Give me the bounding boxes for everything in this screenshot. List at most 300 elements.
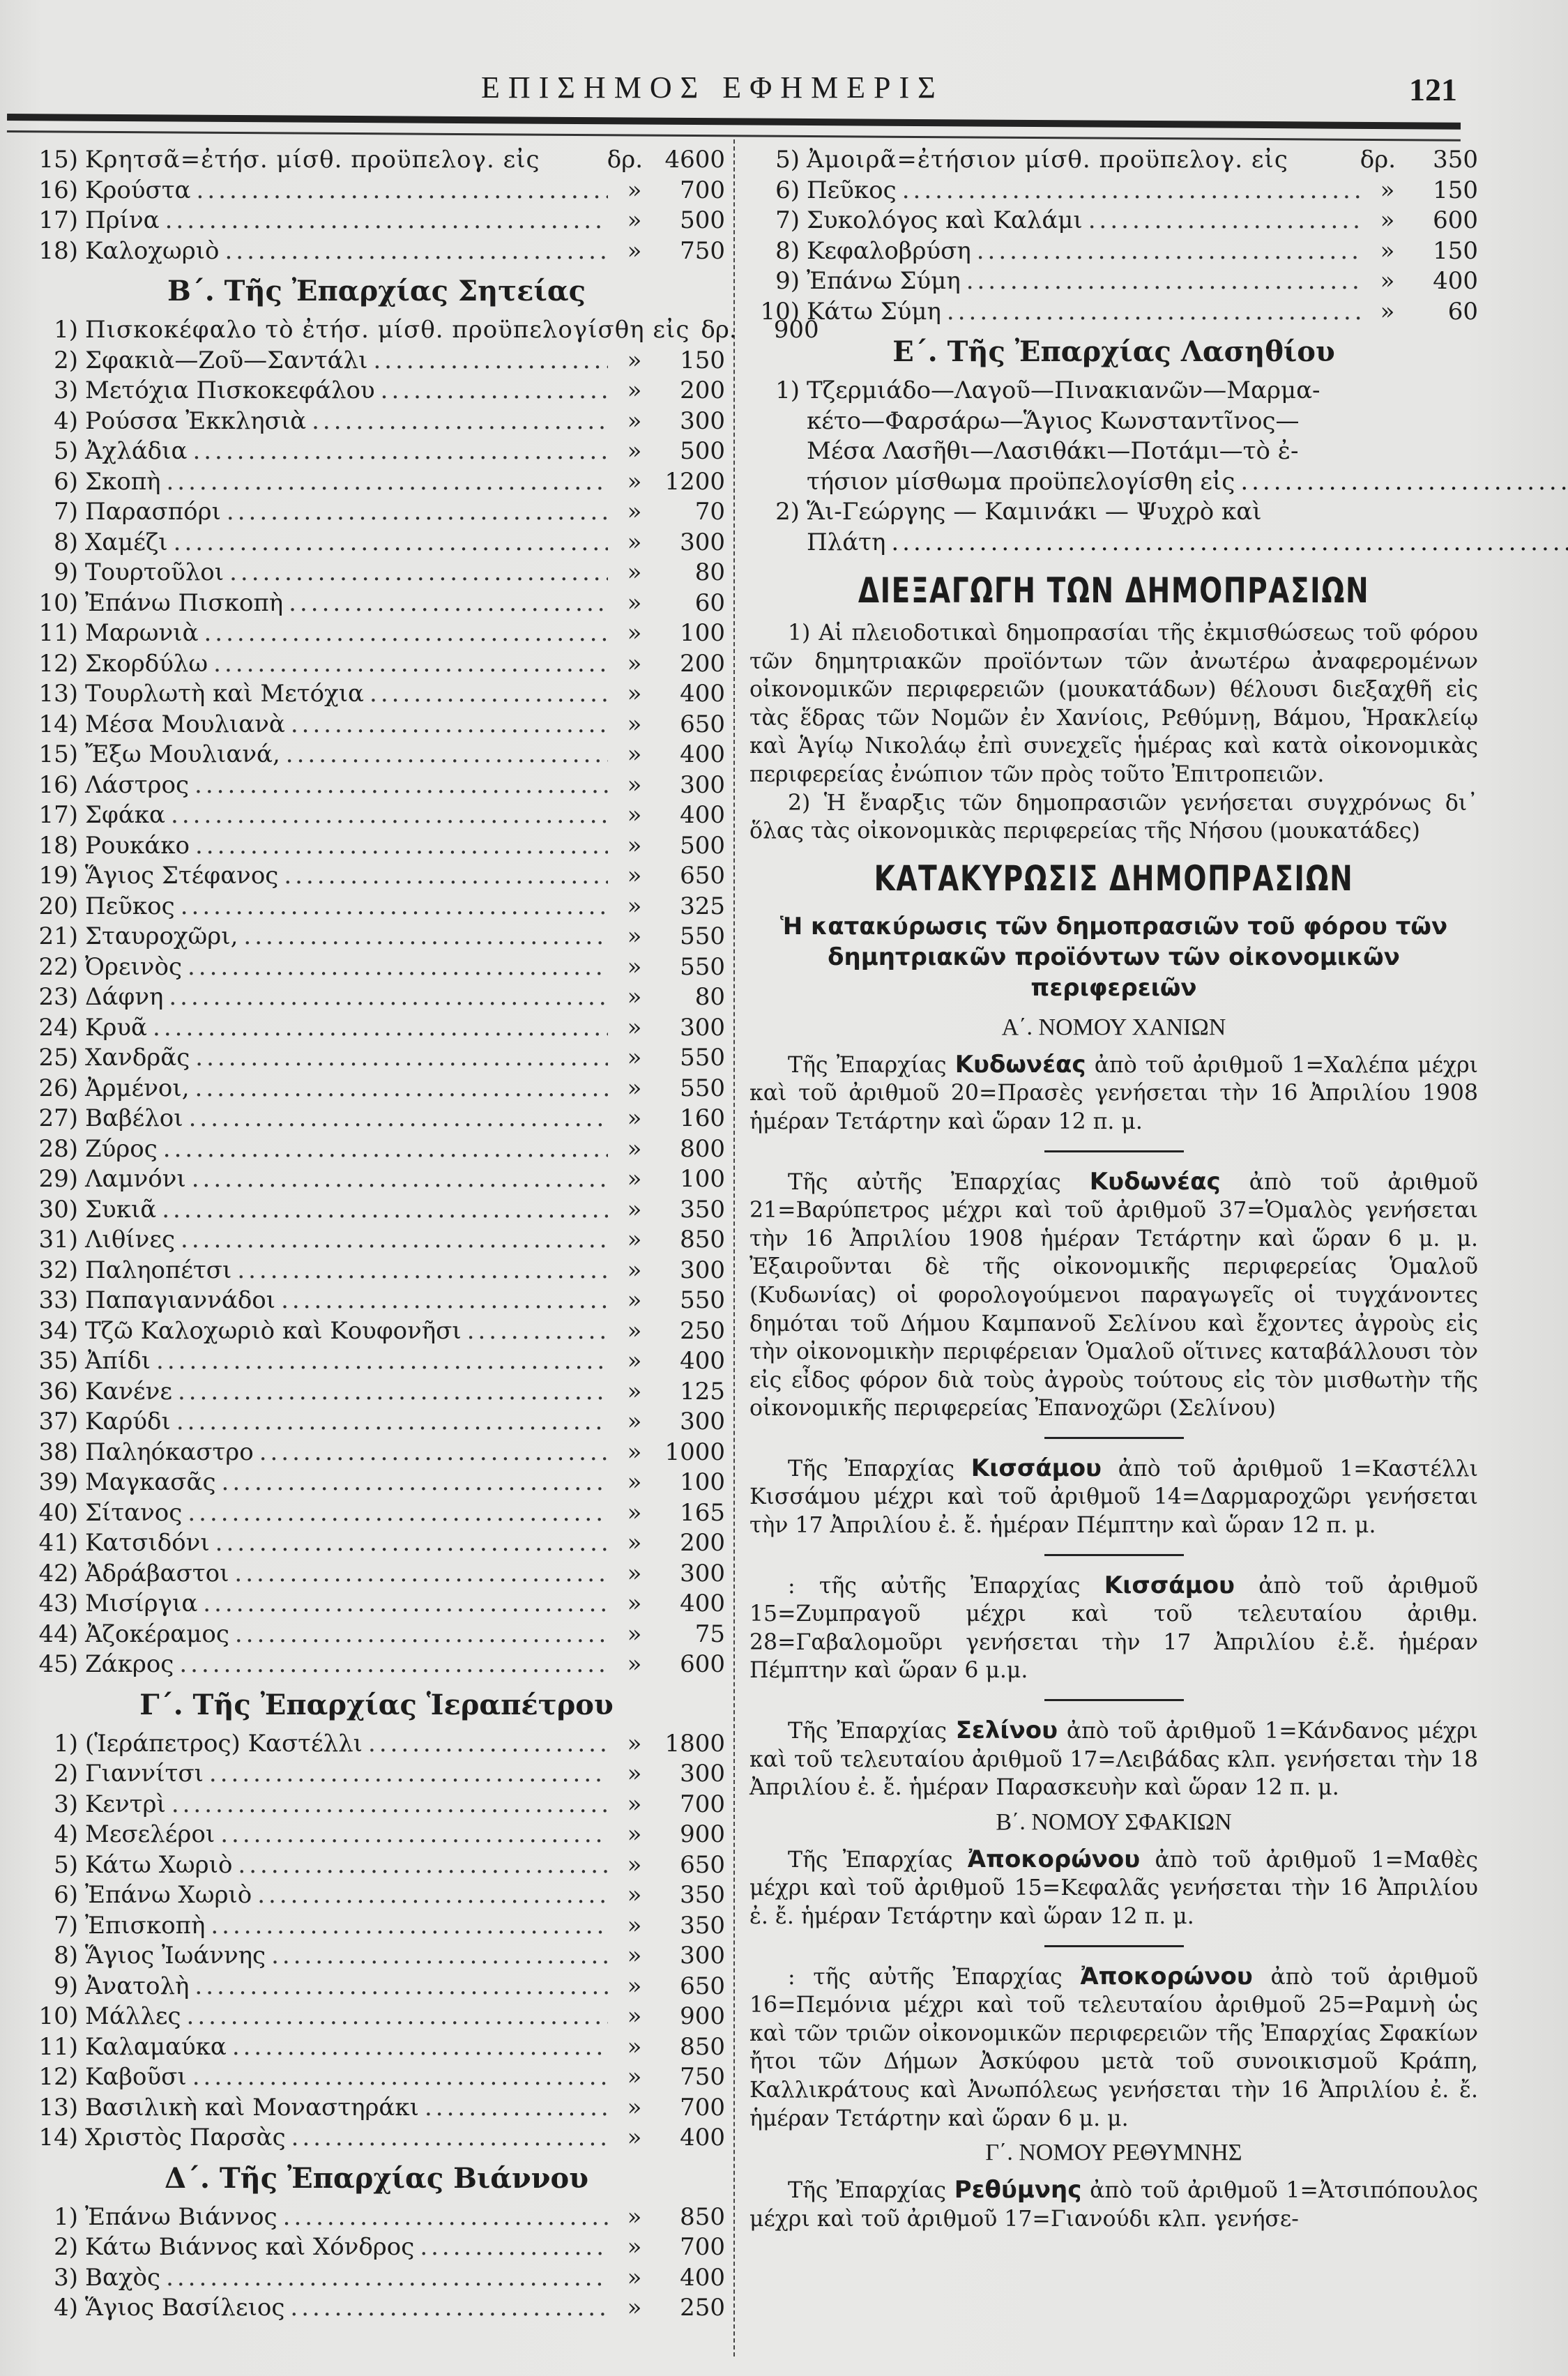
dot-leader <box>187 2002 608 2032</box>
dot-leader <box>220 1820 608 1850</box>
place-name: Ἐπισκοπὴ <box>85 1911 206 1940</box>
dot-leader <box>188 1498 608 1529</box>
list-item <box>28 1880 725 1911</box>
ditto-mark: » <box>1380 236 1395 265</box>
ditto-mark: » <box>627 1408 642 1436</box>
para-text: ἀπὸ τοῦ ἀριθμοῦ 15=Ζυμπραγοῦ μέχρι καὶ τοῦ τελευταίου ἀριθμ. 28=Γαβαλομοῦρι γενήσεται τὴν 17 Ἀπριλίου ἐ.ἔ. ἡμέραν Πέμπτην καὶ ὥραν 6 μ.μ. <box>749 1573 1478 1684</box>
item-number: 5) <box>54 437 78 465</box>
dot-leader <box>188 952 608 983</box>
amount-drachmas: 800 <box>680 1134 725 1163</box>
section-viannos-tail-list <box>749 145 1478 327</box>
dot-leader <box>291 710 608 740</box>
list-item <box>28 982 725 1013</box>
item-number: 25) <box>38 1044 78 1072</box>
adjudication-paragraph <box>749 1716 1478 1802</box>
dot-leader <box>238 1850 608 1881</box>
amount-drachmas: 900 <box>680 1820 725 1848</box>
list-item <box>28 1407 725 1438</box>
item-number: 22) <box>38 952 78 981</box>
amount-drachmas: 150 <box>1433 176 1478 204</box>
amount-drachmas: 400 <box>680 2124 725 2152</box>
ditto-mark: » <box>627 1347 642 1375</box>
dot-leader <box>271 1941 608 1972</box>
amount-drachmas: 400 <box>680 1347 725 1375</box>
para-text: Τῆς Ἐπαρχίας <box>788 1847 968 1873</box>
place-name: Μισίργια <box>85 1590 198 1617</box>
dot-leader <box>178 1377 608 1408</box>
list-item <box>749 236 1478 267</box>
dot-leader <box>222 1468 608 1498</box>
list-item <box>28 1043 725 1074</box>
list-item <box>28 436 725 467</box>
dot-leader <box>197 176 608 206</box>
item-tail-line <box>807 467 1568 498</box>
place-name: Βασιλικὴ καὶ Μοναστηράκι <box>85 2093 419 2122</box>
place-name: Κανένε <box>85 1377 172 1406</box>
ditto-mark: » <box>627 2233 642 2261</box>
item-number: 36) <box>38 1377 78 1406</box>
place-name: Λαμνόνι <box>85 1165 186 1193</box>
list-item <box>28 2093 725 2124</box>
list-item <box>28 2202 725 2233</box>
dot-leader <box>171 800 608 831</box>
list-item <box>28 1620 725 1650</box>
section-siteia-list <box>28 315 819 1680</box>
place-name: Πεῦκος <box>85 892 175 920</box>
ditto-mark: » <box>627 1226 642 1254</box>
dot-leader <box>237 1256 608 1286</box>
amount-drachmas: 75 <box>694 1620 725 1648</box>
dot-leader <box>153 1013 608 1044</box>
place-name: Παπαγιαννάδοι <box>85 1286 276 1314</box>
province-name: Σελίνου <box>955 1716 1058 1745</box>
item-number: 10) <box>38 2002 78 2030</box>
item-number: 5) <box>54 1850 78 1879</box>
dot-leader <box>225 236 609 267</box>
ditto-mark: » <box>627 558 642 586</box>
list-item <box>28 1911 725 1942</box>
conduct-paragraph-2: 2) Ἡ ἔναρξις τῶν δημοπρασιῶν γενήσεται συγχρόνως δι᾽ ὅλας τὰς οἰκονομικὰς περιφερείας τῆς Νήσου (μουκατάδες) <box>749 790 1478 844</box>
ditto-mark: » <box>627 346 642 374</box>
item-number: 37) <box>38 1408 78 1436</box>
amount-drachmas: 650 <box>680 862 725 890</box>
amount-drachmas: 1000 <box>664 1438 725 1466</box>
amount-drachmas: 300 <box>680 528 725 556</box>
list-item <box>28 1195 725 1226</box>
place-name: Μέσα Μουλιανὰ <box>85 710 285 738</box>
dot-leader <box>232 2032 608 2063</box>
place-name: Ρουκάκο <box>85 831 190 860</box>
ditto-mark: » <box>627 2263 642 2292</box>
ditto-mark: » <box>627 2294 642 2322</box>
amount-drachmas: 500 <box>680 206 725 234</box>
section-lasithi-list <box>749 376 1478 558</box>
dot-leader <box>281 1286 608 1316</box>
amount-drachmas: 200 <box>680 1529 725 1557</box>
ditto-mark: » <box>627 528 642 556</box>
amount-drachmas: 100 <box>680 1468 725 1496</box>
section-heading-lasithi: Ε΄. Τῆς Ἐπαρχίας Λασηθίου <box>892 335 1335 368</box>
amount-drachmas: 600 <box>680 1650 725 1678</box>
ditto-mark: » <box>627 1620 642 1648</box>
amount-drachmas: 850 <box>680 2032 725 2061</box>
ditto-mark: » <box>627 406 642 435</box>
ditto-mark: » <box>627 862 642 890</box>
place-name: Κάτω Σύμη <box>807 297 941 326</box>
place-name: Μαγκασᾶς <box>85 1468 216 1496</box>
list-item <box>28 1316 725 1347</box>
place-name: Χανδρᾶς <box>85 1044 190 1072</box>
item-number: 2) <box>54 2233 78 2261</box>
place-name: Ἔξω Μουλιανά, <box>85 740 280 768</box>
item-number: 27) <box>38 1104 78 1132</box>
list-item <box>28 892 725 922</box>
list-item <box>28 2263 725 2294</box>
place-name: Χαμέζι <box>85 528 168 556</box>
item-number: 18) <box>38 831 78 860</box>
item-number: 24) <box>38 1013 78 1042</box>
place-name: Ἅγιος Βασίλειος <box>85 2294 285 2322</box>
place-name: Μεσελέροι <box>85 1820 215 1848</box>
ditto-mark: » <box>627 680 642 708</box>
place-name: Κρυᾶ <box>85 1013 148 1042</box>
ditto-mark: » <box>627 1195 642 1224</box>
ditto-mark: » <box>627 1256 642 1284</box>
amount-drachmas: 900 <box>773 316 819 344</box>
item-number: 29) <box>38 1165 78 1193</box>
item-number: 2) <box>54 1760 78 1788</box>
separator-rule <box>1044 1945 1184 1947</box>
list-item <box>28 1468 725 1498</box>
place-name: Πλάτη <box>807 528 886 556</box>
dot-leader <box>181 1225 608 1256</box>
dot-leader <box>172 1790 608 1820</box>
separator-rule <box>1044 1150 1184 1152</box>
ditto-mark: » <box>1380 297 1395 326</box>
amount-drachmas: 400 <box>680 1590 725 1617</box>
place-name: Πεῦκος <box>807 176 897 204</box>
place-name: Ἀμοιρᾶ=ἐτήσιον μίσθ. προϋπελογ. εἰς <box>807 146 1288 174</box>
ditto-mark: » <box>1380 176 1395 204</box>
section-heading-siteia: Β΄. Τῆς Ἐπαρχίας Σητείας <box>167 275 586 307</box>
section-viannos-list <box>28 2202 725 2324</box>
item-number: 8) <box>54 528 78 556</box>
dot-leader <box>166 467 608 498</box>
ditto-mark: » <box>627 236 642 265</box>
dot-leader <box>192 436 608 467</box>
place-name: Παληόκαστρο <box>85 1438 254 1466</box>
ditto-mark: » <box>627 1650 642 1678</box>
place-name: Λιθίνες <box>85 1226 176 1254</box>
section-heading-viannos: Δ΄. Τῆς Ἐπαρχίας Βιάννου <box>165 2161 588 2195</box>
ditto-mark: » <box>627 1911 642 1940</box>
list-item <box>28 800 725 831</box>
province-name: Κισσάμου <box>971 1454 1102 1482</box>
list-item <box>28 467 725 498</box>
dot-leader <box>192 2062 608 2093</box>
separator-rule <box>1044 1437 1184 1439</box>
ditto-mark: » <box>627 206 642 234</box>
adjudication-paragraph <box>749 1168 1478 1423</box>
item-number: 23) <box>38 983 78 1011</box>
para-text: Τῆς Ἐπαρχίας <box>788 2178 954 2204</box>
ditto-mark: » <box>627 1729 642 1758</box>
list-item <box>28 1498 725 1529</box>
list-item <box>28 1164 725 1195</box>
place-name: Καρύδι <box>85 1408 171 1436</box>
amount-drachmas: 700 <box>680 1790 725 1818</box>
place-name: Ἀπίδι <box>85 1347 151 1375</box>
dot-leader <box>1088 206 1361 236</box>
item-number: 1) <box>775 376 800 404</box>
dot-leader <box>259 1438 608 1468</box>
ditto-mark: » <box>627 1590 642 1617</box>
place-names-line: Μέσα Λασῆθι—Λασιθάκι—Ποτάμι—τὸ ἐ- <box>807 437 1299 465</box>
place-name: Σκοπὴ <box>85 467 161 496</box>
list-item <box>28 1104 725 1134</box>
list-item <box>28 2062 725 2093</box>
ditto-mark: » <box>1380 267 1395 295</box>
item-number: 15) <box>38 146 78 174</box>
place-name: Κάτω Βιάννος καὶ Χόνδρος <box>85 2233 415 2261</box>
list-item <box>28 315 819 346</box>
dot-leader <box>215 1528 608 1559</box>
list-item <box>749 297 1478 328</box>
ditto-mark: » <box>627 1559 642 1587</box>
list-item <box>28 831 725 862</box>
ditto-mark: » <box>627 831 642 860</box>
list-item <box>28 1972 725 2002</box>
item-number: 16) <box>38 176 78 204</box>
dot-leader <box>162 1195 608 1226</box>
list-item <box>28 1225 725 1256</box>
dot-leader <box>204 618 608 649</box>
item-number: 8) <box>775 236 800 265</box>
separator-rule <box>1044 1699 1184 1701</box>
para-text: Τῆς αὐτῆς Ἐπαρχίας <box>788 1169 1090 1195</box>
section-heading-ierapetra: Γ΄. Τῆς Ἐπαρχίας Ἱεραπέτρου <box>139 1688 614 1721</box>
item-number: 31) <box>38 1226 78 1254</box>
province-name: Ἀποκορώνου <box>1080 1962 1253 1990</box>
para-text: ἀπὸ τοῦ ἀριθμοῦ 1=Χαλέπα μέχρι καὶ τοῦ ἀριθμοῦ 20=Πρασὲς γενήσεται τὴν 16 Ἀπριλίου 1908 ἡμέραν Τετάρτην καὶ ὥραν 12 π. μ. <box>749 1052 1478 1134</box>
place-name: Ρούσσα Ἐκκλησιὰ <box>85 406 307 435</box>
item-number: 7) <box>775 206 800 234</box>
para-text: Τῆς Ἐπαρχίας <box>788 1719 956 1744</box>
dot-leader <box>195 1043 608 1074</box>
para-text: Τῆς Ἐπαρχίας <box>788 1052 955 1078</box>
dot-leader <box>189 1104 608 1134</box>
amount-drachmas: 200 <box>680 649 725 678</box>
item-number: 43) <box>38 1590 78 1617</box>
dot-leader <box>284 861 608 892</box>
list-item <box>28 710 725 740</box>
item-number: 11) <box>38 2032 78 2061</box>
list-item <box>28 1820 725 1850</box>
place-name: Τουρλωτὴ καὶ Μετόχια <box>85 680 365 708</box>
place-name: Σταυροχῶρι, <box>85 922 238 950</box>
amount-drachmas: 60 <box>1447 297 1478 326</box>
list-item <box>28 206 725 236</box>
item-body <box>807 497 1568 558</box>
adjudication-heading: ΚΑΤΑΚΥΡΩΣΙΣ ΔΗΜΟΠΡΑΣΙΩΝ <box>874 858 1354 899</box>
list-item <box>28 1074 725 1104</box>
dot-leader <box>195 1972 608 2002</box>
ditto-mark: » <box>627 1790 642 1818</box>
ditto-mark: » <box>627 1760 642 1788</box>
item-body <box>807 376 1568 497</box>
item-number: 5) <box>775 146 800 174</box>
amount-drachmas: 400 <box>680 680 725 708</box>
list-item <box>749 497 1478 558</box>
item-number: 4) <box>54 406 78 435</box>
dot-leader <box>195 1074 608 1104</box>
amount-drachmas: 300 <box>680 406 725 435</box>
list-item <box>28 922 725 952</box>
dot-leader <box>163 1134 608 1165</box>
amount-drachmas: 300 <box>680 1013 725 1042</box>
item-number: 13) <box>38 680 78 708</box>
item-number: 7) <box>54 498 78 526</box>
item-number: 17) <box>38 801 78 829</box>
item-number: 10) <box>760 297 800 326</box>
dot-leader <box>290 2293 608 2324</box>
list-item <box>28 1941 725 1972</box>
amount-drachmas: 300 <box>680 1760 725 1788</box>
dot-leader <box>977 236 1361 267</box>
place-name: Καλαμαύκα <box>85 2032 227 2061</box>
dot-leader <box>156 1346 608 1377</box>
ditto-mark: » <box>627 1972 642 2000</box>
list-item <box>28 346 725 376</box>
dot-leader <box>312 406 608 437</box>
dot-leader <box>370 679 608 710</box>
dot-leader <box>213 649 608 680</box>
amount-drachmas: 160 <box>680 1104 725 1132</box>
ditto-mark: » <box>627 1468 642 1496</box>
amount-drachmas: 150 <box>680 346 725 374</box>
list-item <box>28 679 725 710</box>
list-item <box>28 952 725 983</box>
amount-drachmas: 750 <box>680 2063 725 2091</box>
dot-leader <box>203 1589 608 1620</box>
item-number: 3) <box>54 376 78 404</box>
item-number: 15) <box>38 740 78 768</box>
list-item <box>28 176 725 206</box>
dot-leader <box>368 1729 608 1760</box>
dot-leader <box>425 2093 608 2124</box>
adjudication-paragraph <box>749 2176 1478 2233</box>
amount-drachmas: 700 <box>680 2233 725 2261</box>
dot-leader <box>420 2232 608 2263</box>
item-number: 32) <box>38 1256 78 1284</box>
place-name: Συκολόγος καὶ Καλάμι <box>807 206 1083 234</box>
ditto-mark: » <box>627 770 642 799</box>
place-name: Βαβέλοι <box>85 1104 183 1132</box>
item-number: 14) <box>38 2124 78 2152</box>
list-item <box>28 2032 725 2063</box>
amount-drachmas: 300 <box>680 1408 725 1436</box>
list-item <box>28 1134 725 1165</box>
item-number: 1) <box>54 316 78 344</box>
place-name: Ἀχλάδια <box>85 437 188 465</box>
item-number: 6) <box>54 467 78 496</box>
ditto-mark: » <box>627 649 642 678</box>
amount-drachmas: 650 <box>680 1972 725 2000</box>
dot-leader <box>891 528 1568 558</box>
dot-leader <box>165 206 608 236</box>
place-name: Τζῶ Καλοχωριὸ καὶ Κουφονῆσι <box>85 1316 462 1345</box>
list-item <box>28 1013 725 1044</box>
list-item <box>28 1286 725 1316</box>
list-item <box>28 740 725 770</box>
place-name: Ἅγιος Ἰωάννης <box>85 1942 266 1970</box>
amount-drachmas: 1200 <box>664 467 725 496</box>
ditto-mark: » <box>627 1074 642 1102</box>
list-item <box>28 770 725 801</box>
item-number: 38) <box>38 1438 78 1466</box>
list-item <box>749 176 1478 206</box>
ditto-mark: » <box>627 376 642 404</box>
dot-leader <box>243 922 608 952</box>
para-text: ἀπὸ τοῦ ἀριθμοῦ 1=Κάνδανος μέχρι καὶ τοῦ τελευταίου ἀριθμοῦ 17=Λειβάδας κλπ. γενήσεται τὴν 18 Ἀπριλίου ἐ. ἔ. ἡμέραν Παρασκευὴν καὶ ὥραν 12 π. μ. <box>749 1719 1478 1801</box>
list-item <box>749 145 1478 176</box>
place-name: Μάλλες <box>85 2002 181 2030</box>
list-item <box>28 618 725 649</box>
currency-unit: δρ. <box>701 316 737 344</box>
place-name: Παρασπόρι <box>85 498 221 526</box>
item-number: 19) <box>38 862 78 890</box>
list-item <box>28 145 725 176</box>
list-item <box>749 376 1478 497</box>
amount-drachmas: 300 <box>680 1942 725 1970</box>
ditto-mark: » <box>627 437 642 465</box>
amount-drachmas: 550 <box>680 1074 725 1102</box>
item-number: 8) <box>54 1942 78 1970</box>
item-number: 3) <box>54 1790 78 1818</box>
place-name: (Ἱεράπετρος) Καστέλλι <box>85 1729 363 1758</box>
place-name: Πισκοκέφαλο τὸ ἐτήσ. μίσθ. προϋπελογίσθη εἰς <box>85 316 690 344</box>
ditto-mark: » <box>627 588 642 617</box>
place-name: Σφάκα <box>85 801 166 829</box>
dot-leader <box>467 1316 608 1347</box>
list-item <box>28 861 725 892</box>
newspaper-title: ΕΠΙΣΗΜΟΣ ΕΦΗΜΕΡΙΣ <box>481 70 944 105</box>
dot-leader <box>192 1164 608 1195</box>
place-name: Ζύρος <box>85 1134 158 1163</box>
amount-drachmas: 350 <box>680 1195 725 1224</box>
list-item <box>28 497 725 528</box>
para-text: Τῆς Ἐπαρχίας <box>788 1456 971 1482</box>
list-item <box>28 588 725 619</box>
ditto-mark: » <box>627 1820 642 1848</box>
dot-leader <box>234 1559 608 1590</box>
dot-leader <box>235 1620 608 1650</box>
amount-drachmas: 350 <box>1433 146 1479 174</box>
item-number: 17) <box>38 206 78 234</box>
place-name: Ἀρμένοι, <box>85 1074 190 1102</box>
adjudication-paragraph <box>749 1845 1478 1931</box>
place-name: Κάτω Χωριὸ <box>85 1850 233 1879</box>
ditto-mark: » <box>627 1013 642 1042</box>
item-number: 16) <box>38 770 78 799</box>
ditto-mark: » <box>627 1881 642 1909</box>
amount-drachmas: 300 <box>680 1256 725 1284</box>
place-name: Σφακιὰ—Ζοῦ—Σαντάλι <box>85 346 368 374</box>
ditto-mark: » <box>1380 206 1395 234</box>
dot-leader <box>181 892 608 922</box>
item-number: 39) <box>38 1468 78 1496</box>
amount-drachmas: 650 <box>680 1850 725 1879</box>
